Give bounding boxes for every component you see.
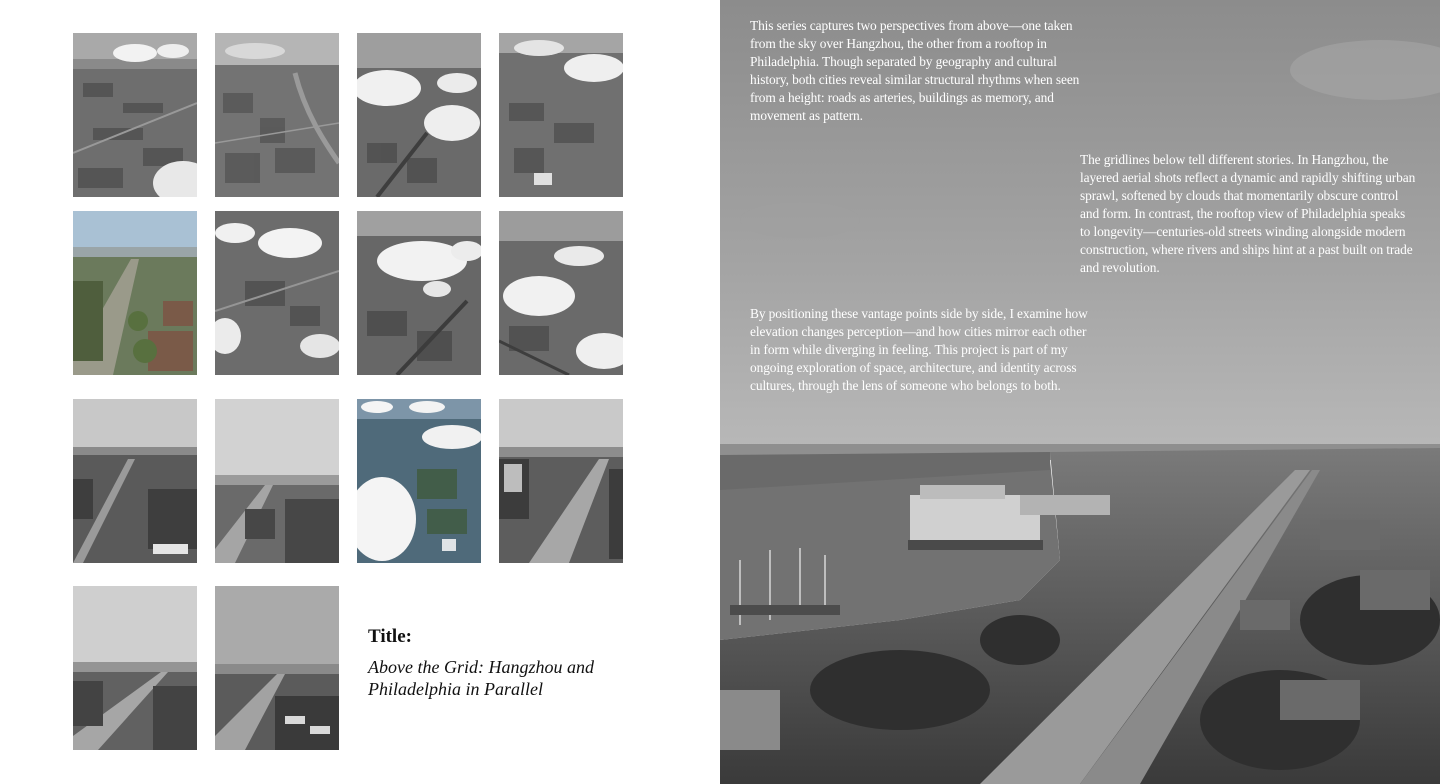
thumbnail-rooftop-4[interactable] [73,586,197,750]
feature-photo-page [720,0,1440,784]
intro-paragraph: This series captures two perspectives from above—one taken from the sky over Hangzhou, the other from a rooftop in Philadelphia. Though separated by geography and cultural history, both cities reveal similar structural rhythms when seen from a height: roads as arteries, buildings as memory, and movement as pattern. [750,18,1080,123]
gridlines-paragraph: The gridlines below tell different stories. In Hangzhou, the layered aerial shots reflect a dynamic and rapidly shifting urban sprawl, softened by clouds that momentarily obscure control and form. In contrast, the rooftop view of Philadelphia speaks to longevity—centuries-old streets winding alongside modern construction, where rivers and ships hint at a past built on trade and revolution. [1080,152,1416,275]
thumbnail-rooftop-3[interactable] [499,399,623,563]
thumbnail-aerial-3[interactable] [357,33,481,197]
thumbnail-aerial-1[interactable] [73,33,197,197]
thumbnail-rooftop-2[interactable] [215,399,339,563]
vantage-paragraph: By positioning these vantage points side by side, I examine how elevation changes perception—and how cities mirror each other in form while diverging in feeling. This project is part of my ongoing exploration of space, architecture, and identity across cultures, through the lens of someone who belongs to both. [750,306,1088,393]
thumbnail-aerial-4[interactable] [499,33,623,197]
thumbnail-aerial-5[interactable] [215,211,339,375]
thumbnail-rooftop-1[interactable] [73,399,197,563]
title-block [368,626,668,700]
thumbnail-aerial-7[interactable] [499,211,623,375]
project-title: Above the Grid: Hangzhou and Philadelphia in Parallel [368,657,594,699]
thumbnail-rooftop-color[interactable] [73,211,197,375]
thumbnail-rooftop-5[interactable] [215,586,339,750]
thumbnail-aerial-color[interactable] [357,399,481,563]
title-label: Title: [368,626,412,647]
thumbnail-aerial-6[interactable] [357,211,481,375]
thumbnail-aerial-2[interactable] [215,33,339,197]
